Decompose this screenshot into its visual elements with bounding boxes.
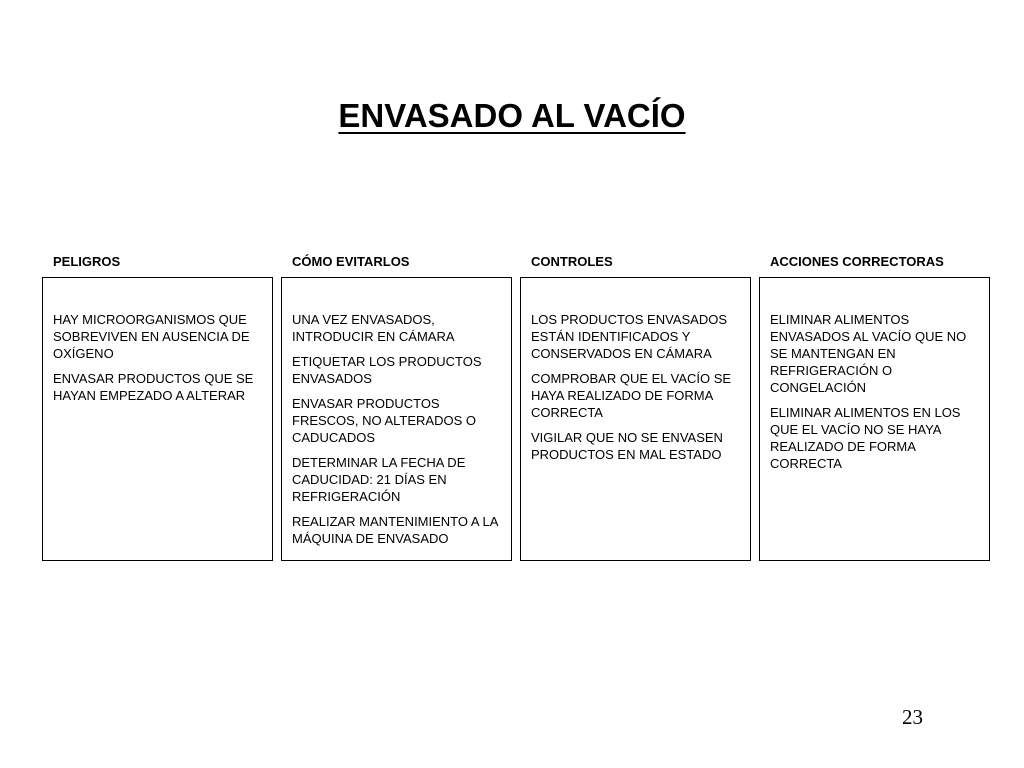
- list-item: REALIZAR MANTENIMIENTO A LA MÁQUINA DE ENVASADO: [292, 514, 498, 546]
- list-item: LOS PRODUCTOS ENVASADOS ESTÁN IDENTIFICADOS Y CONSERVADOS EN CÁMARA: [531, 312, 728, 361]
- column-box-acciones-correctoras: [759, 277, 990, 561]
- column-header-controles: CONTROLES: [531, 254, 613, 269]
- list-item: ETIQUETAR LOS PRODUCTOS ENVASADOS: [292, 354, 482, 386]
- list-item: ENVASAR PRODUCTOS QUE SE HAYAN EMPEZADO A ALTERAR: [53, 371, 254, 403]
- list-item: COMPROBAR QUE EL VACÍO SE HAYA REALIZADO DE FORMA CORRECTA: [531, 371, 732, 420]
- column-box-peligros: [42, 277, 273, 561]
- list-item: ELIMINAR ALIMENTOS ENVASADOS AL VACÍO QUE NO SE MANTENGAN EN REFRIGERACIÓN O CONGELACIÓN: [770, 312, 967, 395]
- slide-title: [0, 92, 1024, 140]
- column-header-acciones-correctoras: ACCIONES CORRECTORAS: [770, 254, 944, 269]
- column-box-controles: [520, 277, 751, 561]
- column-header-como-evitarlos: CÓMO EVITARLOS: [292, 254, 410, 269]
- list-item: ELIMINAR ALIMENTOS EN LOS QUE EL VACÍO NO SE HAYA REALIZADO DE FORMA CORRECTA: [770, 405, 961, 471]
- column-box-como-evitarlos: [281, 277, 512, 561]
- list-item: VIGILAR QUE NO SE ENVASEN PRODUCTOS EN MAL ESTADO: [531, 430, 723, 462]
- list-item: DETERMINAR LA FECHA DE CADUCIDAD: 21 DÍAS EN REFRIGERACIÓN: [292, 455, 466, 504]
- list-item: UNA VEZ ENVASADOS, INTRODUCIR EN CÁMARA: [292, 312, 455, 344]
- page-number: 23: [902, 705, 923, 729]
- column-header-peligros: PELIGROS: [53, 254, 121, 269]
- slide-title-text: ENVASADO AL VACÍO: [338, 97, 686, 134]
- list-item: HAY MICROORGANISMOS QUE SOBREVIVEN EN AUSENCIA DE OXÍGENO: [53, 312, 250, 361]
- list-item: ENVASAR PRODUCTOS FRESCOS, NO ALTERADOS O CADUCADOS: [292, 396, 476, 445]
